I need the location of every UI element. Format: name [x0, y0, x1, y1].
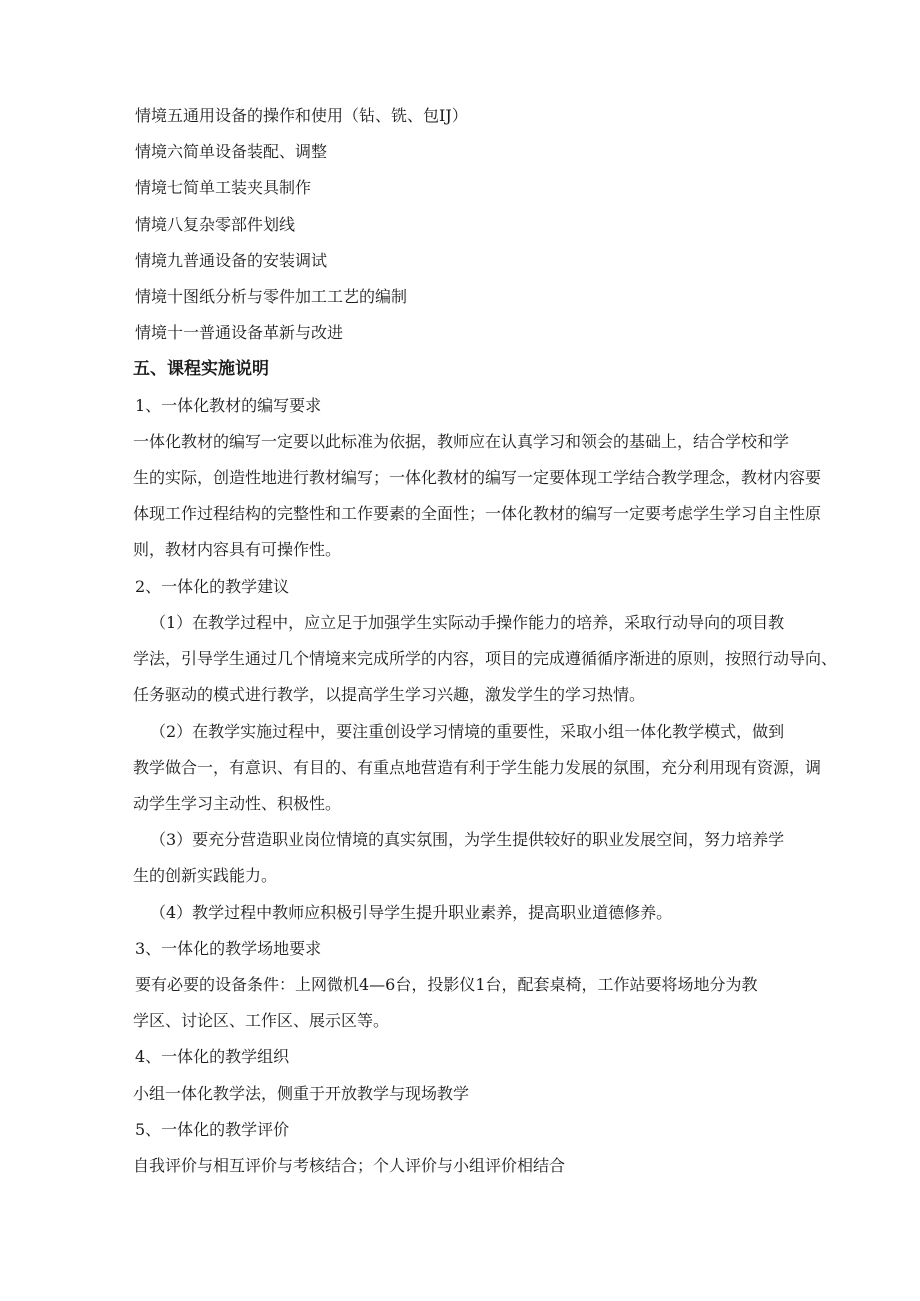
paragraph-line: 动学生学习主动性、积极性。: [133, 794, 342, 813]
paragraph-line: 生的实际，创造性地进行教材编写；一体化教材的编写一定要体现工学结合教学理念，教材内容要: [133, 468, 822, 487]
subsection-title: 2、一体化的教学建议: [135, 577, 290, 596]
paragraph-line: 则，教材内容具有可操作性。: [133, 540, 342, 559]
paragraph-line: 教学做合一，有意识、有目的、有重点地营造有利于学生能力发展的氛围，充分利用现有资源，调: [133, 758, 822, 777]
scenario-item: 情境六简单设备装配、调整: [135, 142, 328, 161]
paragraph-line: 一体化教材的编写一定要以此标准为依据，教师应在认真学习和领会的基础上，结合学校和学: [133, 432, 790, 451]
paragraph-line: 要有必要的设备条件：上网微机4—6台，投影仪1台，配套桌椅，工作站要将场地分为教: [135, 975, 758, 994]
paragraph-line: 生的创新实践能力。: [133, 866, 278, 885]
paragraph-line: （1）在教学过程中，应立足于加强学生实际动手操作能力的培养，采取行动导向的项目教: [150, 613, 785, 632]
scenario-item: 情境七简单工装夹具制作: [135, 178, 312, 197]
scenario-item: 情境八复杂零部件划线: [135, 215, 296, 234]
paragraph-line: 小组一体化教学法，侧重于开放教学与现场教学: [133, 1084, 470, 1103]
scenario-item: 情境五通用设备的操作和使用（钻、铣、包IJ）: [135, 106, 468, 125]
paragraph-line: 任务驱动的模式进行教学，以提高学生学习兴趣，激发学生的学习热情。: [133, 685, 646, 704]
paragraph-line: 自我评价与相互评价与考核结合；个人评价与小组评价相结合: [133, 1156, 566, 1175]
section-heading: 五、课程实施说明: [133, 359, 269, 379]
paragraph-line: 体现工作过程结构的完整性和工作要素的全面性；一体化教材的编写一定要考虑学生学习自主性原: [133, 504, 822, 523]
subsection-title: 1、一体化教材的编写要求: [135, 396, 322, 415]
scenario-item: 情境十一普通设备革新与改进: [135, 323, 344, 342]
paragraph-line: 学区、讨论区、工作区、展示区等。: [133, 1011, 390, 1030]
paragraph-line: 学法，引导学生通过几个情境来完成所学的内容，项目的完成遵循循序渐进的原则，按照行动导向、: [133, 649, 838, 668]
subsection-title: 5、一体化的教学评价: [135, 1120, 290, 1139]
scenario-item: 情境九普通设备的安装调试: [135, 251, 328, 270]
subsection-title: 4、一体化的教学组织: [135, 1047, 290, 1066]
scenario-item: 情境十图纸分析与零件加工工艺的编制: [135, 287, 408, 306]
subsection-title: 3、一体化的教学场地要求: [135, 939, 322, 958]
paragraph-line: （4）教学过程中教师应积极引导学生提升职业素养，提高职业道德修养。: [150, 903, 673, 922]
paragraph-line: （2）在教学实施过程中，要注重创设学习情境的重要性，采取小组一体化教学模式，做到: [150, 722, 785, 741]
paragraph-line: （3）要充分营造职业岗位情境的真实氛围，为学生提供较好的职业发展空间，努力培养学: [150, 830, 785, 849]
